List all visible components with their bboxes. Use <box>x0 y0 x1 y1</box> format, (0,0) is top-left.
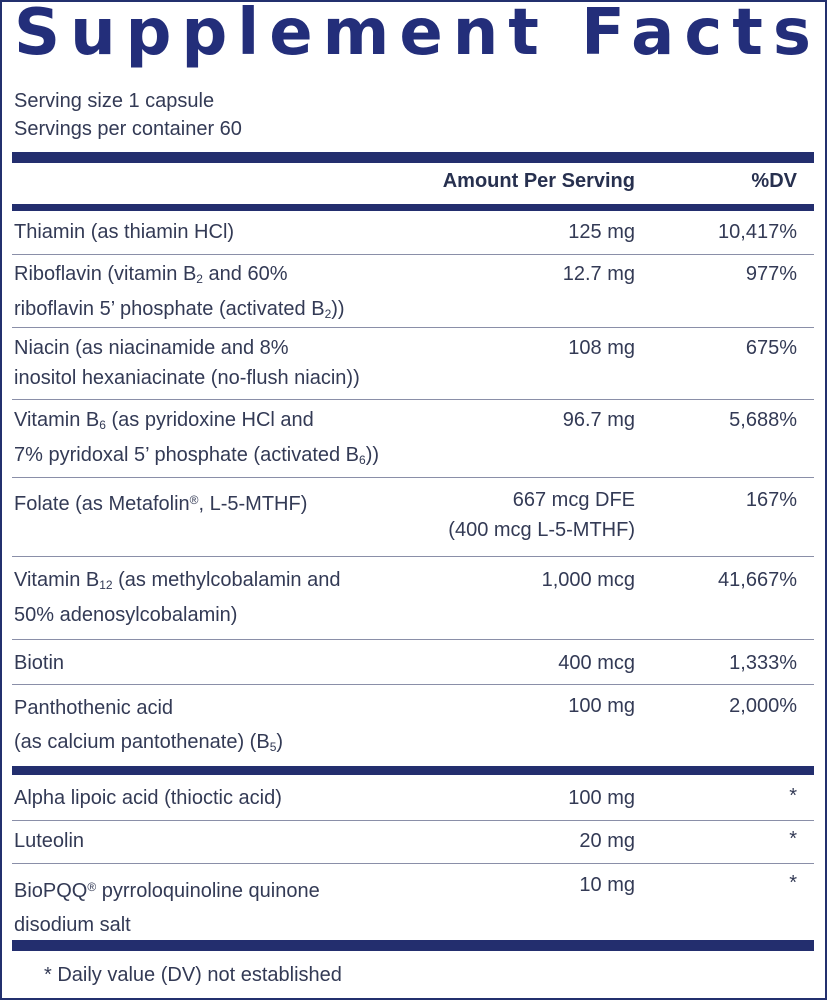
top-thick-bar <box>12 152 814 163</box>
nutrient-dv: 41,667% <box>718 569 797 591</box>
nutrient-amount: 1,000 mcg <box>541 569 635 591</box>
nutrient-dv: 675% <box>745 337 797 359</box>
nutrient-amount: 125 mg <box>568 221 635 243</box>
row-divider <box>12 556 814 557</box>
nutrient-amount: 100 mg <box>568 695 635 717</box>
nutrient-dv: 5,688% <box>729 409 797 431</box>
nutrient-amount: 20 mg <box>579 830 635 852</box>
serving-size: Serving size 1 capsule <box>14 90 215 112</box>
nutrient-dv: 1,333% <box>729 652 797 674</box>
bottom-thick-bar <box>12 940 814 951</box>
servings-per-container: Servings per container 60 <box>14 118 242 140</box>
nutrient-dv: 167% <box>745 489 797 511</box>
nutrient-amount: 10 mg <box>579 874 635 896</box>
dv-header: %DV <box>751 170 797 192</box>
nutrient-name: Thiamin (as thiamin HCl) <box>14 221 235 243</box>
nutrient-amount: 108 mg <box>568 337 635 359</box>
registered-mark: ® <box>87 880 97 894</box>
nutrient-dv: * <box>789 872 797 894</box>
amount-per-serving-header: Amount Per Serving <box>442 170 635 192</box>
row-divider <box>12 399 814 400</box>
nutrient-amount: 100 mg <box>568 787 635 809</box>
nutrient-name: Biotin <box>14 652 65 674</box>
nutrient-name: Panthothenic acid (as calcium pantothenate) $(B_5)$ <box>14 697 284 754</box>
nutrient-name: BioPQQ® pyrroloquinoline quinone disodium salt <box>14 880 320 936</box>
nutrient-name: Niacin (as niacinamide and 8% inositol hexaniacinate (no-flush niacin)) <box>14 337 360 389</box>
row-divider <box>12 639 814 640</box>
row-divider <box>12 820 814 821</box>
nutrient-name: Riboflavin (vitamin $B_2$ and 60% riboflavin 5’ phosphate (activated $B_2$)) <box>14 263 345 321</box>
nutrient-amount: 12.7 mg <box>562 263 635 285</box>
nutrient-amount: 667 mcg DFE (400 mcg L-5-MTHF) <box>448 489 635 541</box>
footnote: * Daily value (DV) not established <box>44 964 342 986</box>
header-bar <box>12 204 814 211</box>
nutrient-amount: 400 mcg <box>558 652 635 674</box>
nutrient-name: Folate (as Metafolin®, L-5-MTHF) <box>14 493 308 515</box>
registered-mark: ® <box>189 493 199 507</box>
row-divider <box>12 684 814 685</box>
nutrient-dv: * <box>789 828 797 850</box>
nutrient-dv: 2,000% <box>729 695 797 717</box>
row-divider <box>12 477 814 478</box>
row-divider <box>12 327 814 328</box>
nutrient-amount: 96.7 mg <box>562 409 635 431</box>
panel-title: Supplement Facts <box>14 0 821 70</box>
nutrient-dv: * <box>789 785 797 807</box>
nutrient-dv: 10,417% <box>718 221 797 243</box>
nutrient-dv: 977% <box>745 263 797 285</box>
section-bar <box>12 766 814 775</box>
nutrient-name: Luteolin <box>14 830 85 852</box>
nutrient-name: Vitamin $B_6$ (as pyridoxine HCl and 7% pyridoxal 5’ phosphate (activated $B_6$)) <box>14 409 380 467</box>
nutrient-name: Vitamin $B_{12}$ (as methylcobalamin and 50% adenosylcobalamin) <box>14 569 341 626</box>
row-divider <box>12 863 814 864</box>
row-divider <box>12 254 814 255</box>
nutrient-name: Alpha lipoic acid (thioctic acid) <box>14 787 282 809</box>
